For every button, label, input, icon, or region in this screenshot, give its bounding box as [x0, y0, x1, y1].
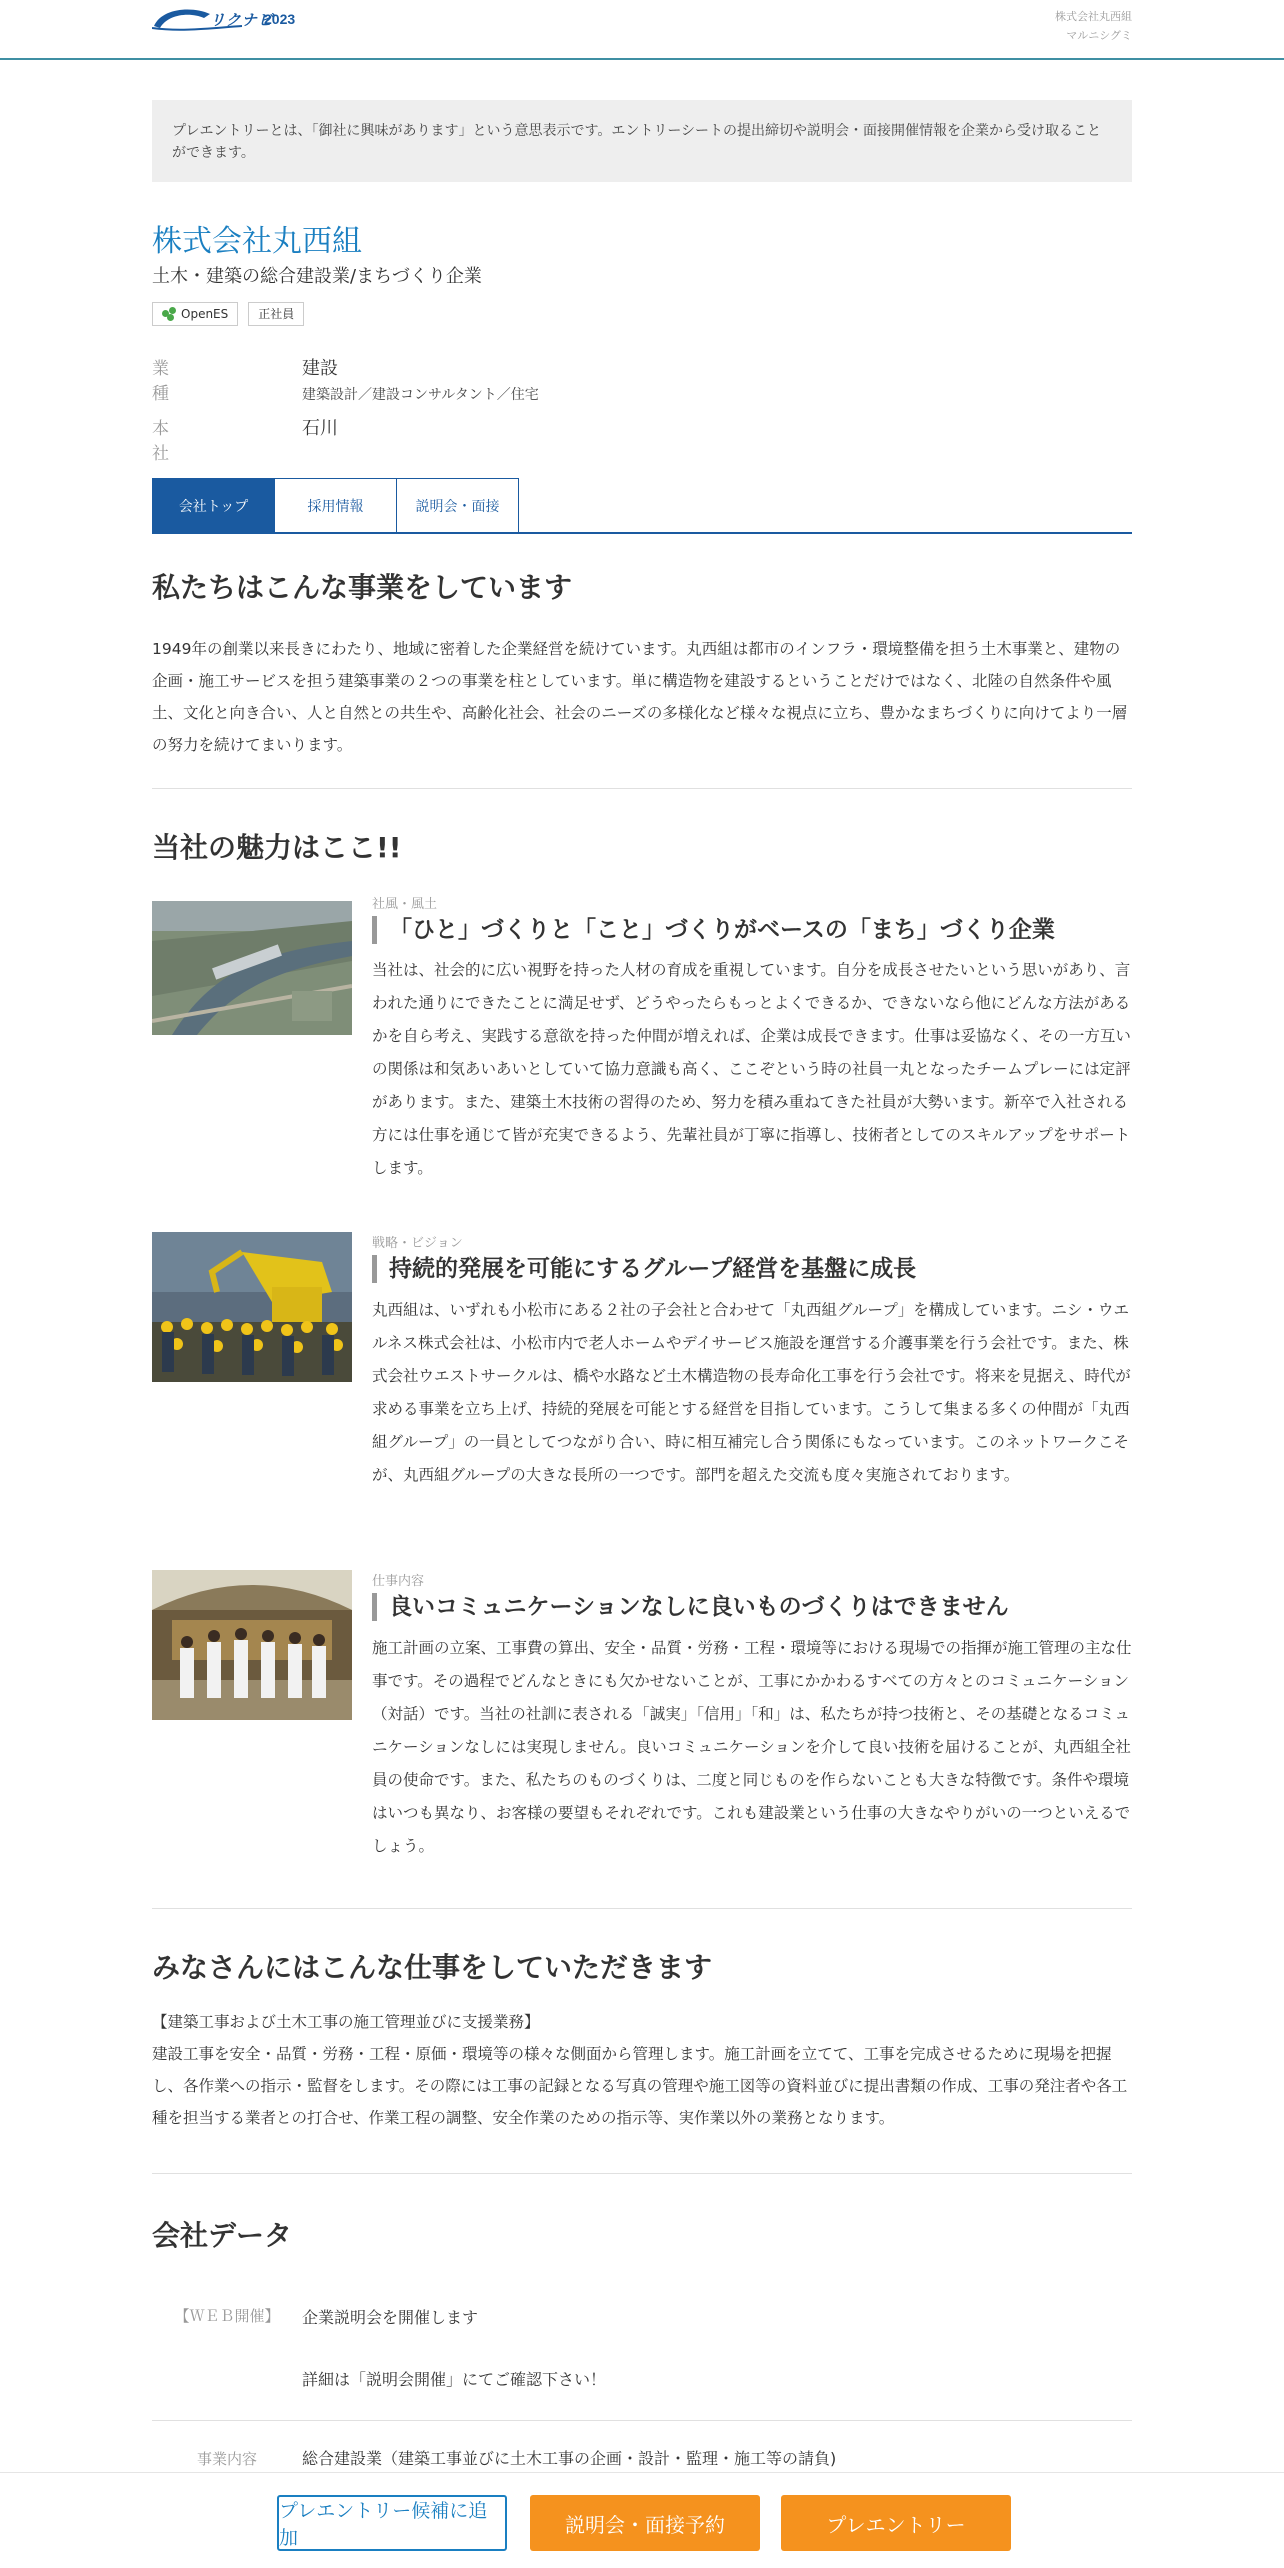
seminar-reservation-button[interactable]: 説明会・面接予約 — [530, 2495, 760, 2551]
attraction-title-1: 「ひと」づくりと「こと」づくりがベースの「まち」づくり企業 — [372, 916, 1055, 944]
divider — [152, 2173, 1132, 2174]
data-value-web-detail: 詳細は「説明会開催」にてご確認下さい！ — [302, 2370, 607, 2389]
attraction-category-2: 戦略・ビジョン — [372, 1236, 463, 1251]
clover-icon — [162, 307, 176, 321]
work-text: 建設工事を安全・品質・労務・工程・原価・環境等の様々な側面から管理します。施工計画を立てて、工事を完成させるために現場を把握し、各作業への指示・監督をします。その際には工事の記録となる写真の管理や施工図等の資料並びに提出書類の作成、工事の発注者や各工種を担当する業者との打合せ、作業工程の調整、安全作業のための指示等、実作業以外の業務となります。 — [152, 2045, 1128, 2127]
attraction-title: 当社の魅力はここ!! — [152, 831, 402, 864]
attraction-category-1: 社風・風土 — [372, 897, 438, 912]
pre-entry-button[interactable]: プレエントリー — [781, 2495, 1011, 2551]
rikunabi-logo[interactable] — [152, 4, 312, 34]
attraction-category-3: 仕事内容 — [372, 1574, 425, 1589]
attraction-text-2: 丸西組は、いずれも小松市にある２社の子会社と合わせて「丸西組グループ」を構成しています。ニシ・ウエルネス株式会社は、小松市内で老人ホームやデイサービス施設を運営する介護事業を行う会社です。また、株式会社ウエストサークルは、橋や水路など土木構造物の長寿命化工事を行う会社です。将来を見据え、時代が求める事業を立ち上げ、持続的発展を可能とする経営を目指しています。こうして集まる多くの仲間が「丸西組グループ」の一員としてつながり合い、時に相互補完し合う関係にもなっています。このネットワークこそが、丸西組グループの大きな長所の一つです。部門を超えた交流も度々実施されております。 — [372, 1301, 1131, 1484]
divider — [152, 1908, 1132, 1909]
tag-employment-label: 正社員 — [258, 307, 295, 321]
header-company-kana: マルニシグミ — [1066, 29, 1132, 42]
data-value-web: 企業説明会を開催します — [302, 2308, 479, 2327]
site-header — [0, 0, 1284, 60]
industry-sub: 建築設計／建設コンサルタント／住宅 — [302, 387, 539, 403]
company-catchphrase: 土木・建築の総合建設業/まちづくり企業 — [152, 266, 482, 287]
work-title: みなさんにはこんな仕事をしていただきます — [152, 1951, 713, 1984]
construction-site-photo-image — [152, 1232, 352, 1382]
tab-recruit-info[interactable]: 採用情報 — [274, 478, 397, 532]
company-data-title: 会社データ — [152, 2219, 293, 2252]
attraction-text-1: 当社は、社会的に広い視野を持った人材の育成を重視しています。自分を成長させたいという思いがあり、言われた通りにできたことに満足せず、どうやったらもっとよくできるか、できないなら他にどんな方法があるかを自ら考え、実践する意欲を持った仲間が増えれば、企業は成長できます。仕事は妥協なく、その一方互いの関係は和気あいあいとしていて協力意識も高く、ここぞという時の社員一丸となったチームプレーには定評があります。また、建築土木技術の習得のため、努力を積み重ねてきた社員が大勢います。新卒で入社される方には仕事を通じて皆が充実できるよう、先輩社員が丁寧に指導し、技術者としてのスキルアップをサポートします。 — [372, 961, 1131, 1177]
add-pre-entry-candidate-button[interactable]: プレエントリー候補に追加 — [277, 2495, 507, 2551]
company-tags — [152, 302, 1132, 326]
business-text: 1949年の創業以来長きにわたり、地域に密着した企業経営を続けています。丸西組は都市のインフラ・環境整備を担う土木事業と、建物の企画・施工サービスを担う建築事業の２つの事業を柱としています。単に構造物を建設するということだけではなく、北陸の自然条件や風土、文化と向き合い、人と自然との共生や、高齢化社会、社会のニーズの多様化など様々な視点に立ち、豊かなまちづくりに向けてより一層の努力を続けてまいります。 — [152, 640, 1128, 754]
attraction-text-3: 施工計画の立案、工事費の算出、安全・品質・労務・工程・環境等における現場での指揮が施工管理の主な仕事です。その過程でどんなときにも欠かせないことが、工事にかかわるすべての方々とのコミュニケーション（対話）です。当社の社訓に表される「誠実」「信用」「和」は、私たちが持つ技術と、その基礎となるコミュニケーションなしには実現しません。良いコミュニケーションを介して良い技術を届けることが、丸西組全社員の使命です。また、私たちのものづくりは、二度と同じものを作らないことも大きな特徴です。条件や環境はいつも異なり、お客様の要望もそれぞれです。これも建設業という仕事の大きなやりがいの一つといえるでしょう。 — [372, 1639, 1132, 1855]
aerial-photo-image — [152, 901, 352, 1035]
hq-value: 石川 — [302, 418, 338, 439]
industry-label: 業種 — [152, 359, 169, 404]
tag-employment-type — [248, 302, 304, 326]
header-company-name: 株式会社丸西組 — [1055, 10, 1132, 23]
tab-seminar-interview[interactable]: 説明会・面接 — [396, 478, 519, 532]
hq-label: 本社 — [152, 419, 169, 464]
logo-year: 2023 — [264, 11, 296, 27]
attraction-title-2: 持続的発展を可能にするグループ経営を基盤に成長 — [372, 1255, 916, 1283]
tab-company-top[interactable]: 会社トップ — [152, 478, 275, 532]
industry-value: 建設 — [302, 358, 338, 379]
logo-text: リクナビ — [210, 12, 274, 29]
bottom-action-bar — [0, 2472, 1284, 2568]
divider — [152, 788, 1132, 789]
divider — [152, 2420, 1132, 2421]
business-title: 私たちはこんな事業をしています — [152, 571, 573, 604]
tag-openes-label: OpenES — [181, 307, 229, 321]
staff-group-photo-image — [152, 1570, 352, 1720]
work-heading: 【建築工事および土木工事の施工管理並びに支援業務】 — [152, 2013, 540, 2031]
company-tabs — [152, 478, 1132, 534]
attraction-title-3: 良いコミュニケーションなしに良いものづくりはできません — [372, 1593, 1009, 1621]
data-value-business: 総合建設業（建築工事並びに土木工事の企画・設計・監理・施工等の請負) — [302, 2449, 837, 2468]
company-name: 株式会社丸西組 — [152, 224, 362, 259]
data-label-business: 事業内容 — [196, 2450, 257, 2468]
pre-entry-notice: プレエントリーとは、「御社に興味があります」という意思表示です。エントリーシートの提出締切や説明会・面接開催情報を企業から受け取ることができます。 — [152, 100, 1132, 182]
data-label-web: 【ＷＥＢ開催】 — [174, 2307, 280, 2325]
tag-openes — [152, 302, 238, 326]
header-company-info — [1055, 7, 1132, 45]
